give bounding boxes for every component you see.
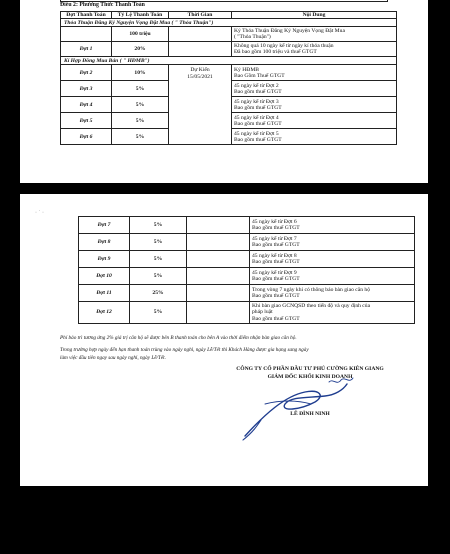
cell-time [169,65,232,145]
content-line: Bao gồm thuế GTGT [252,315,300,322]
strip-cell [81,0,84,1]
section-contract: Kí Hợp Đồng Mua Bán ( " HĐMB") [61,57,397,65]
strip-cell [146,0,149,1]
content-line: Ký Thỏa Thuận Đăng Ký Nguyện Vọng Đặt Mua [234,28,345,34]
cell-installment: Đợt 10 [79,268,130,285]
cell-time [187,285,250,302]
cell-content [232,129,397,145]
strip-cell [361,0,364,1]
company-name: CÔNG TY CỔ PHẦN ĐẦU TƯ PHÚ CƯỜNG KIÊN GIANG [236,366,384,372]
maintenance-fee-note: Phí bảo trì tương ứng 2% giá trị căn hộ sẽ được bên B thanh toán cho bên A vào thời điểm nhận bàn giao căn hộ. [60,335,297,341]
content-line: Bao gồm thuế GTGT [252,242,300,248]
payment-schedule-table-continued [78,216,415,324]
cell-installment: Đợt 7 [79,217,130,234]
signer-name: LÊ ĐÌNH NINH [290,411,330,417]
section-row [61,19,397,27]
document-page-2 [20,194,428,486]
cell-installment [61,27,112,42]
section-agreement: Thỏa Thuận Đăng Ký Nguyện Vọng Đặt Mua ( " Thỏa Thuận") [61,19,397,27]
content-line: 45 ngày kể từ Đợt 6 [252,218,297,225]
table-header-row [61,12,397,19]
cell-installment: Đợt 2 [61,65,112,81]
cell-installment: Đợt 4 [61,97,112,113]
cell-content [232,65,397,81]
cell-content [250,234,415,251]
header-time: Thời Gian [169,12,232,19]
cell-content [250,217,415,234]
cell-rate: 25% [130,285,187,302]
document-page-1 [20,0,428,183]
content-line: Ký HĐMB [234,66,260,73]
cell-rate: 5% [130,217,187,234]
time-line: Dự Kiến [190,67,210,74]
cell-rate: 5% [130,268,187,285]
content-line: 45 ngày kể từ Đợt 5 [234,130,279,137]
cell-content [250,268,415,285]
cell-content [232,42,397,57]
content-line: Đã bao gồm 100 triệu và thuế GTGT [234,49,317,56]
content-line: Bao gồm thuế GTGT [252,259,300,265]
holiday-note-line-2: làm việc đầu tiên ngay sau ngày nghỉ, ngày Lễ/Tết. [60,355,166,361]
cell-time [187,268,250,285]
content-line: Bao gồm thuế GTGT [252,225,300,231]
content-line: Bao Gồm Thuế GTGT [234,72,285,79]
table-row [79,217,415,234]
content-line: Bao gồm thuế GTGT [234,104,282,111]
content-line: Bao gồm thuế GTGT [252,276,300,282]
content-line: ( "Thỏa Thuận") [234,34,271,41]
cell-time [169,27,232,42]
content-line: 45 ngày kể từ Đợt 7 [252,235,297,242]
content-line: pháp luật [252,309,273,316]
content-line: Trong vòng 7 ngày khi có thông báo bàn giao căn hộ [252,286,371,293]
payment-schedule-table [60,11,397,145]
header-rate: Tỷ Lệ Thanh Toán [112,12,169,19]
cell-rate: 5% [130,302,187,324]
cell-time [187,302,250,324]
cell-installment: Đợt 9 [79,251,130,268]
signature-icon [225,374,375,444]
cell-time [169,42,232,57]
strip-cell [266,0,269,1]
cell-content [250,251,415,268]
cell-content [232,27,397,42]
cell-time [187,217,250,234]
strip-cell [206,0,209,1]
table-row [79,302,415,324]
content-line: 45 ngày kể từ Đợt 4 [234,114,279,121]
time-line: 15/05/2021 [187,73,213,80]
cell-rate: 5% [112,129,169,145]
cell-rate: 5% [112,97,169,113]
cell-rate: 5% [130,251,187,268]
cell-content [250,302,415,324]
content-line: 45 ngày kể từ Đợt 3 [234,98,279,105]
section-row [61,57,397,65]
cell-rate: 5% [112,81,169,97]
cell-installment: Đợt 5 [61,113,112,129]
table-row [79,285,415,302]
cell-content [232,97,397,113]
table-row [61,27,397,42]
cell-rate: 20% [112,42,169,57]
table-row [61,65,397,81]
cell-installment: Đợt 8 [79,234,130,251]
cell-installment: Đợt 3 [61,81,112,97]
table-row [79,251,415,268]
content-line: Bao gồm thuế GTGT [234,88,282,95]
cell-installment: Đợt 12 [79,302,130,324]
header-installment: Đợt Thanh Toán [61,12,112,19]
content-line: Bao gồm thuế GTGT [252,293,300,299]
cell-content [250,285,415,302]
table-row [79,268,415,285]
table-row [61,42,397,57]
table-row [79,234,415,251]
cell-time [187,234,250,251]
cell-installment: Đợt 11 [79,285,130,302]
content-line: Không quá 10 ngày kể từ ngày kí thỏa thuận [234,43,334,49]
cell-time [187,251,250,268]
director-title: GIÁM ĐỐC KHỐI KINH DOANH [267,374,353,380]
header-content: Nội Dung [232,12,397,19]
section-heading: Điều 2: Phương Thức Thanh Toán [60,2,145,8]
cell-rate: 5% [112,113,169,129]
cell-rate: 5% [130,234,187,251]
content-line: 45 ngày kể từ Đợt 2 [234,82,279,89]
content-line: 45 ngày kể từ Đợt 9 [252,269,297,276]
strip-cell [311,0,314,1]
scan-speck: · ˙ · [35,210,44,216]
holiday-note-line-1: Trong trường hợp ngày đến hạn thanh toán trùng vào ngày nghỉ, ngày Lễ/Tết thì Khách Hàng được gia hạng sang ngày [60,347,309,353]
content-line: Khi bàn giao GCNQSD theo tiến độ và quy định của [252,302,371,309]
cell-rate: 10% [112,65,169,81]
cell-amount: 100 triệu [112,27,169,42]
cell-content [232,81,397,97]
content-line: Bao gồm thuế GTGT [234,120,282,127]
content-line: 45 ngày kể từ Đợt 8 [252,252,297,259]
cell-content [232,113,397,129]
cell-installment: Đợt 6 [61,129,112,145]
content-line: Bao gồm thuế GTGT [234,136,282,143]
cell-installment: Đợt 1 [61,42,112,57]
